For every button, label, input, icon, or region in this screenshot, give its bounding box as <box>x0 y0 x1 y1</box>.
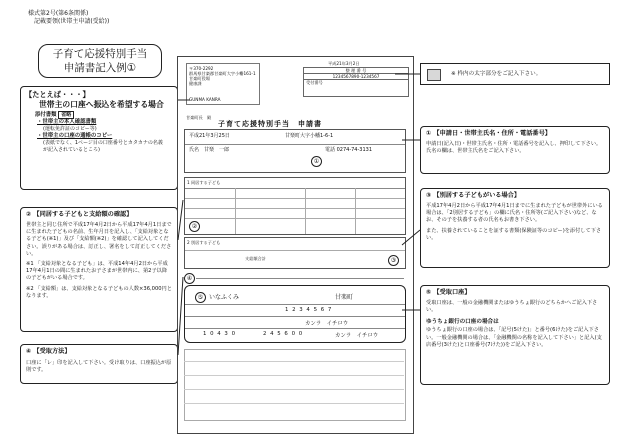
applicant-name: 氏名 甘楽 一郎 <box>189 147 230 153</box>
bank-name: いなふくみ <box>209 294 240 301</box>
header-line1: 様式第2号(第6条関係) <box>28 10 89 17</box>
circle-2: ② <box>189 221 200 232</box>
circle-4: ④ <box>184 273 195 284</box>
section2-title: ② 【同居する子どもと支給額の確認】 <box>26 211 133 218</box>
case-title: 世帯主の口座へ振込を希望する場合 <box>39 100 164 109</box>
branch-name: 甘楽町 <box>335 294 354 301</box>
form-recipient: 甘楽町長 殿 <box>186 115 212 120</box>
section5-body: 受取口座は、一般の金融機関またはゆうちょ銀行のどちらかへご記入下さい。 <box>426 300 598 314</box>
docs-label: 添付書類 <box>35 112 57 118</box>
example-heading: 【たとえば・・・】 <box>25 90 90 99</box>
title-line2: 申請書記入例① <box>63 62 137 74</box>
circle-3: ③ <box>388 255 399 266</box>
section1-body: 申請日(記入日)・世帯主氏名・住所・電話番号を記入し、押印して下さい。氏名の欄は、世帯主氏名をご記入下さい。 <box>426 141 602 155</box>
section2-note2: ※2 「支給額」は、支給対象となる子どもの人数×36,000円となります。 <box>26 285 172 299</box>
section4-title: ④ 【受取方法】 <box>26 348 71 355</box>
account-number: 1 2 3 4 5 6 7 <box>285 307 333 313</box>
title-line1: 子育て応援特別手当 <box>52 48 148 60</box>
docs-badge: 省略 <box>58 111 74 119</box>
form-top-left-box: 〒370-2292 群馬県甘楽郡甘楽町大字小幡161-1 甘楽町役場 健康課 GUNMA KANRA <box>186 63 260 105</box>
post-kana: カンラ イチロウ <box>335 333 379 339</box>
account-kana: カンラ イチロウ <box>305 321 349 327</box>
total-label: 支給額合計 <box>245 256 266 261</box>
applicant-address: 甘楽町大字小幡1-6-1 <box>285 133 334 139</box>
circle-5: ⑤ <box>195 292 206 303</box>
separated-label: 2 別居する子ども <box>187 240 221 245</box>
section3-body2: また、扶養されていることを証する書類(保険証等のコピー)を添付して下さい。 <box>426 227 602 241</box>
section5-subbody: ゆうちょ銀行の口座の場合は、「記号(5けた)」と番号(6けた)をご記入下さい。一般金融機関の場合は、「金融機関の名称を記入して下さい」と記入(支店番号(3けた)と口座番号(7けた))をご記入下さい。 <box>426 327 602 348</box>
section5-title: ⑤ 【受取口座】 <box>426 289 471 296</box>
section2-note1: ※1 「支給対象となる子ども」は、平成14年4月2日から平成17年4月1日の間に生まれたお子さまが世帯内に、第2子以降の子どもがいる場合です。 <box>26 261 168 282</box>
notice-text: ※ 枠内の太字部分をご記入下さい。 <box>451 71 542 77</box>
section5-subtitle: ゆうちょ銀行の口座の場合は <box>426 319 499 326</box>
header-line2: 記載要領(世帯主申請(受給)) <box>34 18 110 25</box>
section2-body: 世帯主と同じ住所で平成17年4月2日から平成17年4月1日までに生まれた子どもの名前、生年月日を記入し、「支給対象となる子ども(※1)」及び「支給額(※2)」を確認して記入してください。誤りがある場合は、訂正し、署名をして訂正してください。 <box>26 222 172 257</box>
doc1-note: (運転免許証のコピー等) <box>43 126 97 132</box>
form-number-box: 整 理 番 号 1234567890-1234567 受付番号 <box>303 67 409 97</box>
doc2: ・世帯主の口座の通帳のコピー <box>37 133 113 139</box>
children-label: 1 同居する子ども <box>187 180 221 185</box>
section1-title: ① 【申請日・世帯主氏名・住所・電話番号】 <box>426 130 551 137</box>
applicant-phone: 電話 0274-74-3131 <box>325 147 373 153</box>
doc2-note: (表紙でなく、1ページ目の口座番号とカタカナの名義が記入されているところ) <box>43 140 163 153</box>
form-number: 1234567890-1234567 <box>332 74 380 79</box>
form-title: 子育て応援特別手当 申請書 <box>218 120 322 128</box>
applicant-date: 平成21年3月25日 <box>189 133 230 139</box>
section3-body: 平成17年4月2日から平成17年4月1日までに生まれた子どもが世帯外にいる場合は、「2別居する子ども」の欄に氏名・住所等(ご記入下さい)など、なお、その子を扶養する者の氏名もお書き下さい。 <box>426 203 603 224</box>
circle-1: ① <box>311 156 322 167</box>
form-date-top: 平成21年3月2日 <box>328 61 360 66</box>
post-number: 2 4 5 6 0 0 <box>263 331 304 337</box>
doc1: ・世帯主の本人確認書類 <box>37 119 97 125</box>
section4-body: 口座に「レ」印を記入して下さい。受け取りは、口座振込が原則です。 <box>26 360 172 374</box>
post-symbol: 1 0 4 3 0 <box>203 331 237 337</box>
section3-title: ③ 【別居する子どもがいる場合】 <box>426 192 521 199</box>
